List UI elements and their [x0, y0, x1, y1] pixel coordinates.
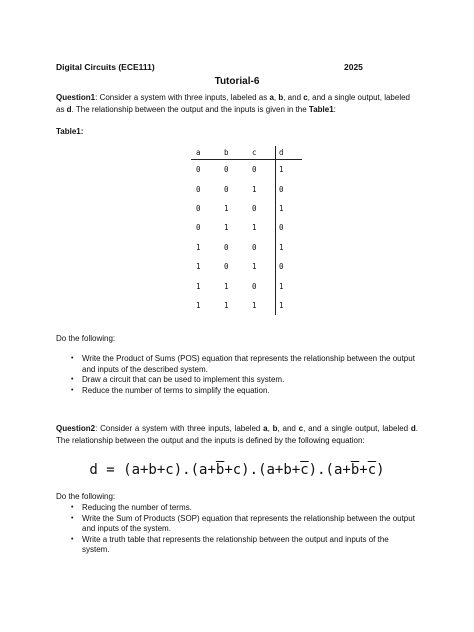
- list-item: [56, 386, 418, 397]
- table-cell-a: 1: [196, 242, 201, 252]
- q1-text-a: : Consider a system with three inputs, labeled as: [95, 93, 270, 102]
- table-row: [191, 238, 302, 257]
- bullet-icon: •: [71, 355, 74, 362]
- table-header-row: [191, 146, 302, 160]
- bullet-icon: •: [71, 504, 74, 511]
- header-c: c: [247, 146, 276, 160]
- course-title: Digital Circuits (ECE111): [56, 62, 155, 72]
- q2-input-c: c: [298, 424, 304, 433]
- table-cell-b: 0: [224, 262, 229, 272]
- table-cell-b: 0: [224, 242, 229, 252]
- task1-2: Draw a circuit that can be used to implement this system.: [82, 375, 285, 385]
- truth-table: [191, 146, 302, 315]
- table-cell-b: 0: [224, 165, 229, 175]
- header-d: d: [276, 146, 303, 160]
- table-cell-a: 1: [196, 262, 201, 272]
- eq-lhs: d =: [89, 462, 124, 478]
- table-cell-d: 1: [276, 199, 303, 218]
- eq-term1: (a+b+c): [123, 462, 183, 478]
- q1-table-ref: Table1: [308, 104, 334, 114]
- do-following-1: Do the following:: [56, 334, 116, 343]
- table-cell-a: 0: [196, 223, 201, 233]
- table-cell-c: 0: [252, 242, 257, 252]
- tutorial-title: Tutorial-6: [214, 76, 260, 87]
- eq-dot: .: [249, 462, 259, 478]
- table-cell-d: 0: [276, 218, 303, 237]
- q1-output-d: d: [66, 104, 72, 114]
- task-list-2: [56, 503, 418, 556]
- table-cell-d: 0: [276, 257, 303, 276]
- q2-sep2: , and: [277, 424, 299, 433]
- table-cell-d: 1: [276, 160, 303, 180]
- list-item: [56, 354, 418, 375]
- table-cell-d: 0: [276, 179, 303, 198]
- list-item: [56, 535, 418, 556]
- table-cell-b: 1: [224, 203, 229, 213]
- table1-label: Table1:: [56, 127, 84, 136]
- table-cell-a: 1: [196, 281, 201, 291]
- q1-text-c: . The relationship between the output and the inputs is given in the: [71, 104, 309, 114]
- task-list-1: [56, 354, 418, 396]
- table-cell-a: 0: [196, 165, 201, 175]
- q1-input-a: a: [269, 93, 274, 102]
- table-cell-c: 1: [252, 184, 257, 194]
- table-cell-b: 0: [224, 184, 229, 194]
- task2-2: Write the Sum of Products (SOP) equation that represents the relationship between the output and inputs of the system.: [82, 513, 415, 534]
- table-row: [191, 218, 302, 237]
- do-following-2: Do the following:: [56, 492, 116, 501]
- q1-text-b: , and a single output, labeled as: [56, 93, 411, 114]
- table-cell-d: 1: [276, 238, 303, 257]
- q2-text-c: . The relationship between the output and the inputs is defined by the following equation:: [56, 424, 419, 445]
- question1-text: [56, 92, 418, 115]
- header-b: b: [219, 146, 247, 160]
- q1-sep1: ,: [273, 93, 279, 102]
- table-cell-c: 1: [252, 262, 257, 272]
- q2-text-a: : Consider a system with three inputs, labeled: [95, 424, 264, 433]
- table-cell-d: 1: [276, 296, 303, 315]
- task2-3: Write a truth table that represents the relationship between the output and inputs of the system.: [82, 534, 389, 555]
- bullet-icon: •: [71, 386, 74, 394]
- table-row: [191, 160, 302, 180]
- question2-label: Question2: [56, 424, 96, 433]
- list-item: [56, 503, 418, 514]
- question1-label: Question1: [56, 93, 96, 102]
- table-cell-b: 1: [224, 223, 229, 233]
- eq-term4: $(a+\overline{b}+\overline{c})$: [325, 462, 385, 478]
- table-cell-c: 1: [252, 223, 257, 233]
- table-row: [191, 199, 302, 218]
- q2-output-d: d: [410, 424, 416, 433]
- q1-text-d: :: [333, 104, 336, 114]
- list-item: [56, 375, 418, 386]
- list-item: [56, 514, 418, 535]
- bullet-icon: •: [71, 376, 74, 384]
- table-cell-a: 0: [196, 184, 201, 194]
- table-cell-c: 0: [252, 281, 257, 291]
- table-cell-b: 1: [224, 281, 229, 291]
- task1-1: Write the Product of Sums (POS) equation that represents the relationship between the output and inputs of the described system.: [82, 354, 415, 374]
- bullet-icon: •: [71, 535, 74, 543]
- eq-dot: .: [182, 462, 191, 478]
- table-row: [191, 296, 302, 315]
- equation: [0, 462, 474, 478]
- q1-sep2: , and: [283, 93, 304, 102]
- table-cell-c: 0: [252, 165, 257, 175]
- table-cell-a: 0: [196, 203, 201, 213]
- question2-text: [56, 423, 418, 446]
- table-cell-d: 1: [276, 276, 303, 295]
- eq-term3: $(a+b+\overline{c})$: [258, 462, 318, 478]
- eq-term2: $(a+\overline{b}+c)$: [190, 462, 250, 478]
- header-a: a: [191, 146, 219, 160]
- q2-input-a: a: [263, 424, 268, 433]
- table-cell-c: 1: [252, 300, 257, 310]
- year: 2025: [344, 62, 363, 72]
- table-row: [191, 276, 302, 295]
- table-row: [191, 257, 302, 276]
- q1-input-c: c: [303, 93, 308, 102]
- table-cell-c: 0: [252, 203, 257, 213]
- q1-input-b: b: [278, 93, 284, 102]
- table-cell-a: 1: [196, 300, 201, 310]
- task1-3: Reduce the number of terms to simplify the equation.: [82, 385, 270, 395]
- q2-sep1: ,: [267, 424, 273, 433]
- table-cell-b: 1: [224, 300, 229, 310]
- task2-1: Reducing the number of terms.: [82, 503, 192, 512]
- table-row: [191, 179, 302, 198]
- q2-text-b: , and a single output, labeled: [303, 424, 411, 433]
- q2-input-b: b: [272, 424, 278, 433]
- eq-dot: .: [317, 462, 326, 478]
- bullet-icon: •: [71, 514, 74, 522]
